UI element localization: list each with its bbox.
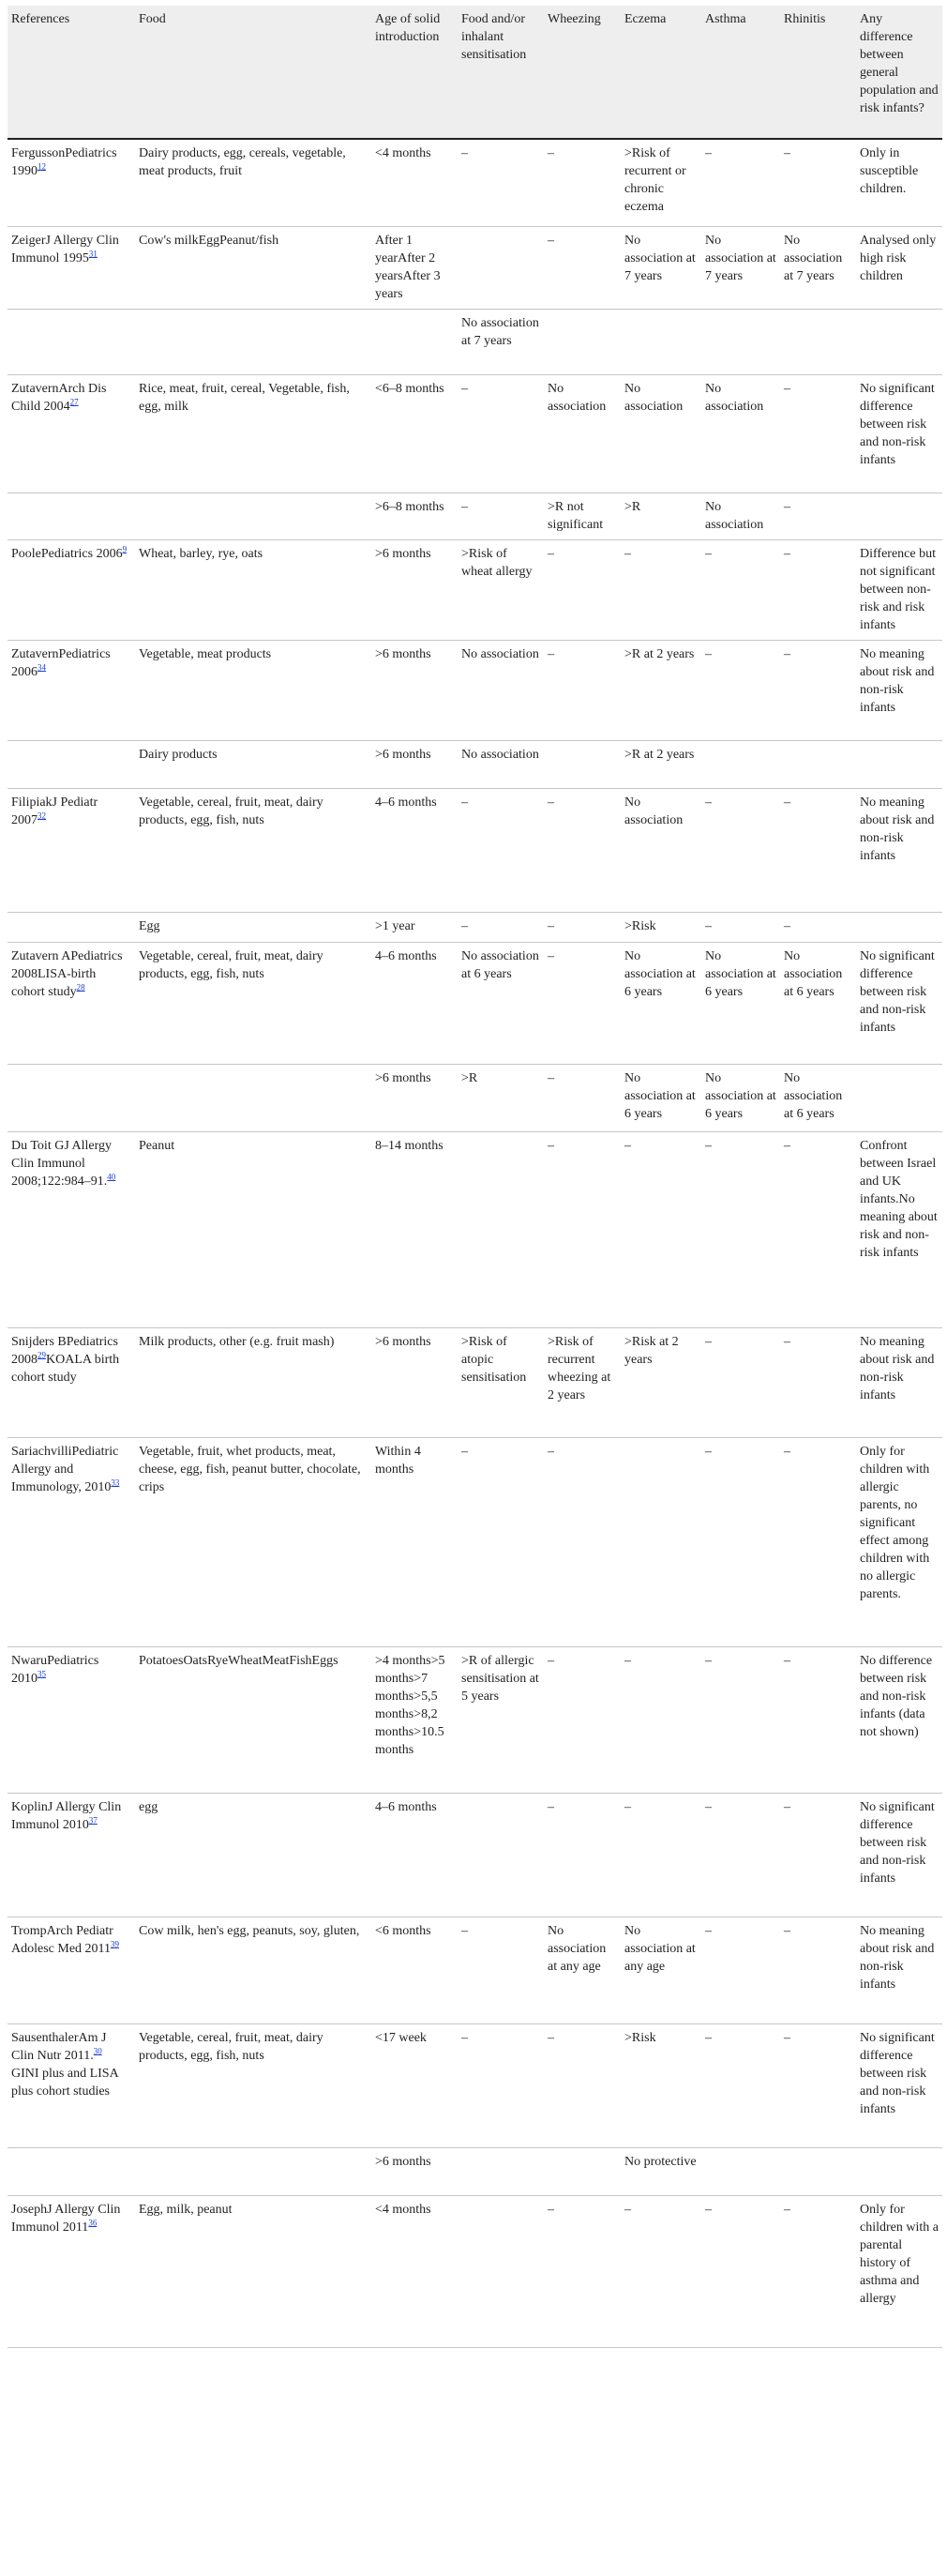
- cell-rhinitis: –: [784, 646, 790, 661]
- cell-reference: [8, 912, 135, 942]
- cell-wheezing: –: [548, 2030, 554, 2045]
- cell-eczema: –: [624, 1653, 631, 1668]
- header-sensitisation: Food and/or inhalant sensitisation: [458, 6, 544, 139]
- cell-reference: [8, 1437, 135, 1646]
- cell-reference: [8, 539, 135, 640]
- cell-asthma: No association: [705, 499, 764, 532]
- table-row: [8, 1793, 942, 1917]
- citation-link[interactable]: 9: [122, 543, 128, 553]
- cell-rhinitis: –: [784, 1799, 790, 1814]
- cell-wheezing: –: [548, 546, 554, 561]
- reference-text: JosephJ Allergy Clin Immunol 2011: [11, 2202, 121, 2235]
- citation-link[interactable]: 28: [76, 981, 85, 992]
- citation-link[interactable]: 31: [88, 248, 98, 258]
- cell-rhinitis: –: [784, 2202, 790, 2217]
- table-row: [8, 2023, 942, 2147]
- cell-sensitisation: >R: [461, 1070, 478, 1085]
- cell-asthma: No association: [705, 381, 764, 414]
- cell-food: [135, 309, 371, 374]
- cell-sensitisation: –: [461, 2030, 468, 2045]
- cell-asthma: –: [705, 1334, 712, 1349]
- cell-reference: [8, 2023, 135, 2147]
- header-rhinitis: Rhinitis: [780, 6, 856, 139]
- cell-difference: [856, 912, 942, 942]
- cell-difference: No meaning about risk and non-risk infants: [860, 795, 935, 863]
- cell-food: Vegetable, fruit, whet products, meat, cheese, egg, fish, peanut butter, chocolate, crips: [139, 1444, 361, 1494]
- header-references: References: [8, 6, 135, 139]
- cell-asthma: –: [705, 2202, 712, 2217]
- reference-text: FilipiakJ Pediatr 2007: [11, 795, 98, 827]
- cell-asthma: –: [705, 146, 712, 160]
- cell-food: Peanut: [139, 1138, 175, 1153]
- cell-sensitisation: –: [461, 1923, 468, 1938]
- header-wheezing: Wheezing: [544, 6, 621, 139]
- cell-age: >6 months: [375, 546, 431, 561]
- cell-reference: [8, 226, 135, 309]
- cell-wheezing: –: [548, 1799, 554, 1814]
- cell-wheezing: –: [548, 1444, 554, 1459]
- reference-text: Snijders BPediatrics 2008: [11, 1334, 118, 1367]
- cell-asthma: No association at 6 years: [705, 948, 776, 999]
- cell-rhinitis: –: [784, 381, 790, 396]
- cell-sensitisation: [458, 1131, 544, 1327]
- cell-difference: Confront between Israel and UK infants.No meaning about risk and non-risk infants: [860, 1138, 938, 1260]
- cell-difference: No significant difference between risk and non-risk infants: [860, 381, 935, 467]
- cell-wheezing: –: [548, 646, 554, 661]
- citation-link[interactable]: 37: [88, 1814, 98, 1825]
- citation-link[interactable]: 27: [69, 396, 79, 406]
- table-row: [8, 640, 942, 740]
- cell-asthma: –: [705, 1923, 712, 1938]
- cell-eczema: No protective: [624, 2154, 697, 2169]
- cell-rhinitis: No association at 7 years: [784, 233, 843, 283]
- cell-difference: Only for children with a parental history of asthma and allergy: [860, 2202, 939, 2306]
- cell-difference: No meaning about risk and non-risk infants: [860, 1334, 935, 1402]
- reference-suffix: KOALA birth cohort study: [11, 1352, 120, 1385]
- cell-difference: No difference between risk and non-risk infants (data not shown): [860, 1653, 933, 1739]
- cell-reference: [8, 374, 135, 492]
- cell-asthma: –: [705, 646, 712, 661]
- table-row: [8, 2147, 942, 2195]
- cell-difference: No significant difference between risk and non-risk infants: [860, 948, 935, 1035]
- cell-rhinitis: [780, 2147, 856, 2195]
- cell-asthma: No association at 7 years: [705, 233, 776, 283]
- cell-age: >6–8 months: [375, 499, 444, 514]
- cell-age: >6 months: [375, 1070, 431, 1085]
- header-age: Age of solid introduction: [371, 6, 458, 139]
- reference-text: FergussonPediatrics 1990: [11, 146, 117, 178]
- reference-text: SausenthalerAm J Clin Nutr 2011.: [11, 2030, 107, 2063]
- table-row: [8, 2195, 942, 2347]
- cell-age: >6 months: [375, 2154, 431, 2169]
- reference-text: PoolePediatrics 2006: [11, 546, 123, 561]
- cell-reference: [8, 492, 135, 539]
- cell-eczema: No association at any age: [624, 1923, 696, 1974]
- cell-rhinitis: –: [784, 546, 790, 561]
- cell-age: 8–14 months: [375, 1138, 443, 1153]
- cell-rhinitis: –: [784, 2030, 790, 2045]
- cell-eczema: >Risk of recurrent or chronic eczema: [624, 146, 686, 214]
- table-row: [8, 226, 942, 309]
- cell-eczema: –: [624, 2202, 631, 2217]
- table-header: [8, 6, 942, 139]
- cell-eczema: [621, 1437, 701, 1646]
- table-row: [8, 912, 942, 942]
- cell-sensitisation: –: [461, 381, 468, 396]
- cell-reference: [8, 309, 135, 374]
- table-row: [8, 539, 942, 640]
- cell-wheezing: [544, 309, 621, 374]
- cell-eczema: –: [624, 546, 631, 561]
- cell-age: 4–6 months: [375, 948, 437, 963]
- cell-food: Vegetable, cereal, fruit, meat, dairy products, egg, fish, nuts: [139, 948, 323, 981]
- cell-food: [135, 2147, 371, 2195]
- citation-link[interactable]: 35: [38, 1668, 46, 1678]
- cell-food: Cow's milkEggPeanut/fish: [139, 233, 279, 248]
- reference-text: TrompArch Pediatr Adolesc Med 2011: [11, 1923, 113, 1956]
- table-row: [8, 1131, 942, 1327]
- cell-rhinitis: –: [784, 1923, 790, 1938]
- table-row: [8, 492, 942, 539]
- table-body: [8, 139, 942, 2347]
- cell-wheezing: –: [548, 146, 554, 160]
- reference-text: ZutavernArch Dis Child 2004: [11, 381, 107, 414]
- reference-text: ZutavernPediatrics 2006: [11, 646, 111, 679]
- cell-sensitisation: [458, 2147, 544, 2195]
- cell-age: <4 months: [375, 2202, 431, 2217]
- citation-link[interactable]: 36: [88, 2217, 98, 2227]
- cell-age: After 1 yearAfter 2 yearsAfter 3 years: [375, 233, 441, 301]
- cell-difference: No significant difference between risk and non-risk infants: [860, 2030, 935, 2116]
- cell-age: [371, 309, 458, 374]
- cell-eczema: >Risk at 2 years: [624, 1334, 679, 1367]
- cell-food: [135, 1064, 371, 1131]
- cell-asthma: –: [705, 546, 712, 561]
- citation-link[interactable]: 12: [38, 161, 46, 172]
- cell-wheezing: –: [548, 795, 554, 810]
- cell-eczema: [621, 309, 701, 374]
- cell-food: egg: [139, 1799, 158, 1814]
- cell-rhinitis: No association at 6 years: [784, 1070, 843, 1121]
- cell-reference: [8, 2147, 135, 2195]
- cell-rhinitis: –: [784, 795, 790, 810]
- cell-eczema: No association: [624, 381, 684, 414]
- cell-wheezing: –: [548, 233, 554, 248]
- cell-food: Dairy products: [139, 747, 218, 762]
- cell-food: Cow milk, hen's egg, peanuts, soy, gluten,: [139, 1923, 360, 1938]
- cell-difference: Only in susceptible children.: [860, 146, 919, 196]
- cell-food: Vegetable, cereal, fruit, meat, dairy products, egg, fish, nuts: [139, 2030, 323, 2063]
- cell-age: 4–6 months: [375, 795, 437, 810]
- header-food: Food: [135, 6, 371, 139]
- cell-wheezing: >R not significant: [548, 499, 604, 532]
- header-asthma: Asthma: [701, 6, 780, 139]
- cell-difference: [856, 492, 942, 539]
- cell-reference: [8, 740, 135, 788]
- cell-food: Dairy products, egg, cereals, vegetable, meat products, fruit: [139, 146, 346, 178]
- cell-sensitisation: –: [461, 146, 468, 160]
- cell-age: <6–8 months: [375, 381, 444, 396]
- cell-rhinitis: No association at 6 years: [784, 948, 843, 999]
- citation-link[interactable]: 40: [107, 1171, 116, 1181]
- cell-difference: No meaning about risk and non-risk infants: [860, 1923, 935, 1992]
- cell-eczema: >Risk: [624, 918, 656, 933]
- cell-eczema: No association at 6 years: [624, 948, 696, 999]
- cell-eczema: >Risk: [624, 2030, 656, 2045]
- reference-text: SariachvilliPediatric Allergy and Immunology, 2010: [11, 1444, 119, 1494]
- citation-link[interactable]: 34: [38, 661, 46, 672]
- cell-eczema: >R at 2 years: [624, 646, 695, 661]
- table-row: [8, 1646, 942, 1793]
- cell-eczema: No association: [624, 795, 684, 827]
- cell-difference: Difference but not significant between non-risk and risk infants: [860, 546, 936, 632]
- cell-wheezing: –: [548, 1653, 554, 1668]
- cell-eczema: No association at 7 years: [624, 233, 696, 283]
- cell-reference: [8, 640, 135, 740]
- cell-reference: [8, 1917, 135, 2023]
- cell-reference: [8, 788, 135, 912]
- cell-asthma: –: [705, 1138, 712, 1153]
- cell-difference: [856, 2147, 942, 2195]
- cell-wheezing: No association at any age: [548, 1923, 607, 1974]
- cell-reference: [8, 1327, 135, 1437]
- cell-eczema: No association at 6 years: [624, 1070, 696, 1121]
- table-row: [8, 942, 942, 1064]
- cell-sensitisation: No association: [461, 646, 539, 661]
- cell-eczema: –: [624, 1138, 631, 1153]
- cell-sensitisation: –: [461, 918, 468, 933]
- cell-age: 4–6 months: [375, 1799, 437, 1814]
- cell-age: <4 months: [375, 146, 431, 160]
- table-row: [8, 788, 942, 912]
- cell-reference: [8, 1793, 135, 1917]
- cell-rhinitis: –: [784, 146, 790, 160]
- cell-food: Vegetable, cereal, fruit, meat, dairy products, egg, fish, nuts: [139, 795, 323, 827]
- cell-sensitisation: >Risk of wheat allergy: [461, 546, 533, 579]
- cell-food: [135, 492, 371, 539]
- cell-food: Egg: [139, 918, 160, 933]
- cell-rhinitis: –: [784, 1653, 790, 1668]
- cell-wheezing: [544, 2147, 621, 2195]
- cell-eczema: >R at 2 years: [624, 747, 695, 762]
- cell-reference: [8, 139, 135, 226]
- cell-sensitisation: No association at 7 years: [461, 315, 539, 348]
- reference-text: Zutavern APediatrics 2008LISA-birth cohort study: [11, 948, 123, 999]
- cell-difference: [856, 309, 942, 374]
- cell-food: PotatoesOatsRyeWheatMeatFishEggs: [139, 1653, 338, 1668]
- table-row: [8, 1064, 942, 1131]
- cell-rhinitis: [780, 740, 856, 788]
- cell-age: <6 months: [375, 1923, 431, 1938]
- cell-food: Wheat, barley, rye, oats: [139, 546, 263, 561]
- table-row: [8, 1437, 942, 1646]
- cell-difference: No meaning about risk and non-risk infants: [860, 646, 935, 715]
- reference-text: NwaruPediatrics 2010: [11, 1653, 99, 1686]
- cell-sensitisation: –: [461, 795, 468, 810]
- cell-eczema: –: [624, 1799, 631, 1814]
- cell-difference: Analysed only high risk children: [860, 233, 937, 283]
- cell-age: >6 months: [375, 646, 431, 661]
- citation-link[interactable]: 30: [93, 2045, 102, 2055]
- cell-asthma: [701, 309, 780, 374]
- studies-table-container: [8, 6, 942, 2348]
- citation-link[interactable]: 33: [111, 1477, 120, 1487]
- header-row: [8, 6, 942, 139]
- cell-sensitisation: No association: [461, 747, 539, 762]
- table-row: [8, 309, 942, 374]
- cell-sensitisation: >R of allergic sensitisation at 5 years: [461, 1653, 539, 1704]
- cell-asthma: –: [705, 1799, 712, 1814]
- cell-difference: Only for children with allergic parents, no significant effect among children with no allergic parents.: [860, 1444, 930, 1601]
- cell-age: >1 year: [375, 918, 415, 933]
- cell-asthma: –: [705, 918, 712, 933]
- reference-text: ZeigerJ Allergy Clin Immunol 1995: [11, 233, 119, 265]
- cell-rhinitis: –: [784, 1334, 790, 1349]
- cell-sensitisation: –: [461, 1444, 468, 1459]
- reference-text: KoplinJ Allergy Clin Immunol 2010: [11, 1799, 122, 1832]
- cell-reference: [8, 1646, 135, 1793]
- citation-link[interactable]: 39: [111, 1938, 120, 1948]
- cell-asthma: –: [705, 795, 712, 810]
- cell-asthma: [701, 2147, 780, 2195]
- cell-difference: No significant difference between risk and non-risk infants: [860, 1799, 935, 1886]
- cell-rhinitis: –: [784, 1138, 790, 1153]
- cell-asthma: –: [705, 1653, 712, 1668]
- studies-table: [8, 6, 942, 2348]
- cell-food: Vegetable, meat products: [139, 646, 272, 661]
- cell-age: >6 months: [375, 747, 431, 762]
- cell-reference: [8, 2195, 135, 2347]
- cell-reference: [8, 942, 135, 1064]
- table-row: [8, 740, 942, 788]
- cell-age: Within 4 months: [375, 1444, 421, 1477]
- cell-sensitisation: [458, 2195, 544, 2347]
- header-eczema: Eczema: [621, 6, 701, 139]
- cell-wheezing: –: [548, 1070, 554, 1085]
- cell-wheezing: >Risk of recurrent wheezing at 2 years: [548, 1334, 611, 1402]
- cell-eczema: >R: [624, 499, 641, 514]
- cell-rhinitis: –: [784, 1444, 790, 1459]
- cell-sensitisation: No association at 6 years: [461, 948, 539, 981]
- cell-food: Egg, milk, peanut: [139, 2202, 233, 2217]
- cell-sensitisation: [458, 226, 544, 309]
- cell-wheezing: –: [548, 2202, 554, 2217]
- cell-wheezing: –: [548, 948, 554, 963]
- cell-wheezing: No association: [548, 381, 607, 414]
- cell-asthma: –: [705, 2030, 712, 2045]
- cell-rhinitis: –: [784, 499, 790, 514]
- cell-wheezing: [544, 740, 621, 788]
- cell-rhinitis: [780, 309, 856, 374]
- cell-age: <17 week: [375, 2030, 427, 2045]
- cell-food: Milk products, other (e.g. fruit mash): [139, 1334, 335, 1349]
- header-difference: Any difference between general population and risk infants?: [856, 6, 942, 139]
- cell-rhinitis: –: [784, 918, 790, 933]
- citation-link[interactable]: 29: [38, 1349, 46, 1359]
- cell-wheezing: –: [548, 918, 554, 933]
- cell-difference: [856, 1064, 942, 1131]
- table-row: [8, 1327, 942, 1437]
- table-row: [8, 1917, 942, 2023]
- reference-text: Du Toit GJ Allergy Clin Immunol 2008;122:984–91.: [11, 1138, 113, 1189]
- cell-sensitisation: –: [461, 499, 468, 514]
- cell-wheezing: –: [548, 1138, 554, 1153]
- table-row: [8, 374, 942, 492]
- cell-reference: [8, 1064, 135, 1131]
- cell-difference: [856, 740, 942, 788]
- cell-food: Rice, meat, fruit, cereal, Vegetable, fish, egg, milk: [139, 381, 350, 414]
- cell-asthma: No association at 6 years: [705, 1070, 776, 1121]
- cell-sensitisation: >Risk of atopic sensitisation: [461, 1334, 527, 1385]
- table-row: [8, 139, 942, 226]
- cell-reference: [8, 1131, 135, 1327]
- cell-sensitisation: [458, 1793, 544, 1917]
- reference-suffix: GINI plus and LISA plus cohort studies: [11, 2066, 118, 2099]
- cell-asthma: [701, 740, 780, 788]
- cell-age: >4 months>5 months>7 months>5,5 months>8,2 months>10.5 months: [375, 1653, 445, 1757]
- cell-asthma: –: [705, 1444, 712, 1459]
- cell-age: >6 months: [375, 1334, 431, 1349]
- citation-link[interactable]: 32: [38, 810, 46, 820]
